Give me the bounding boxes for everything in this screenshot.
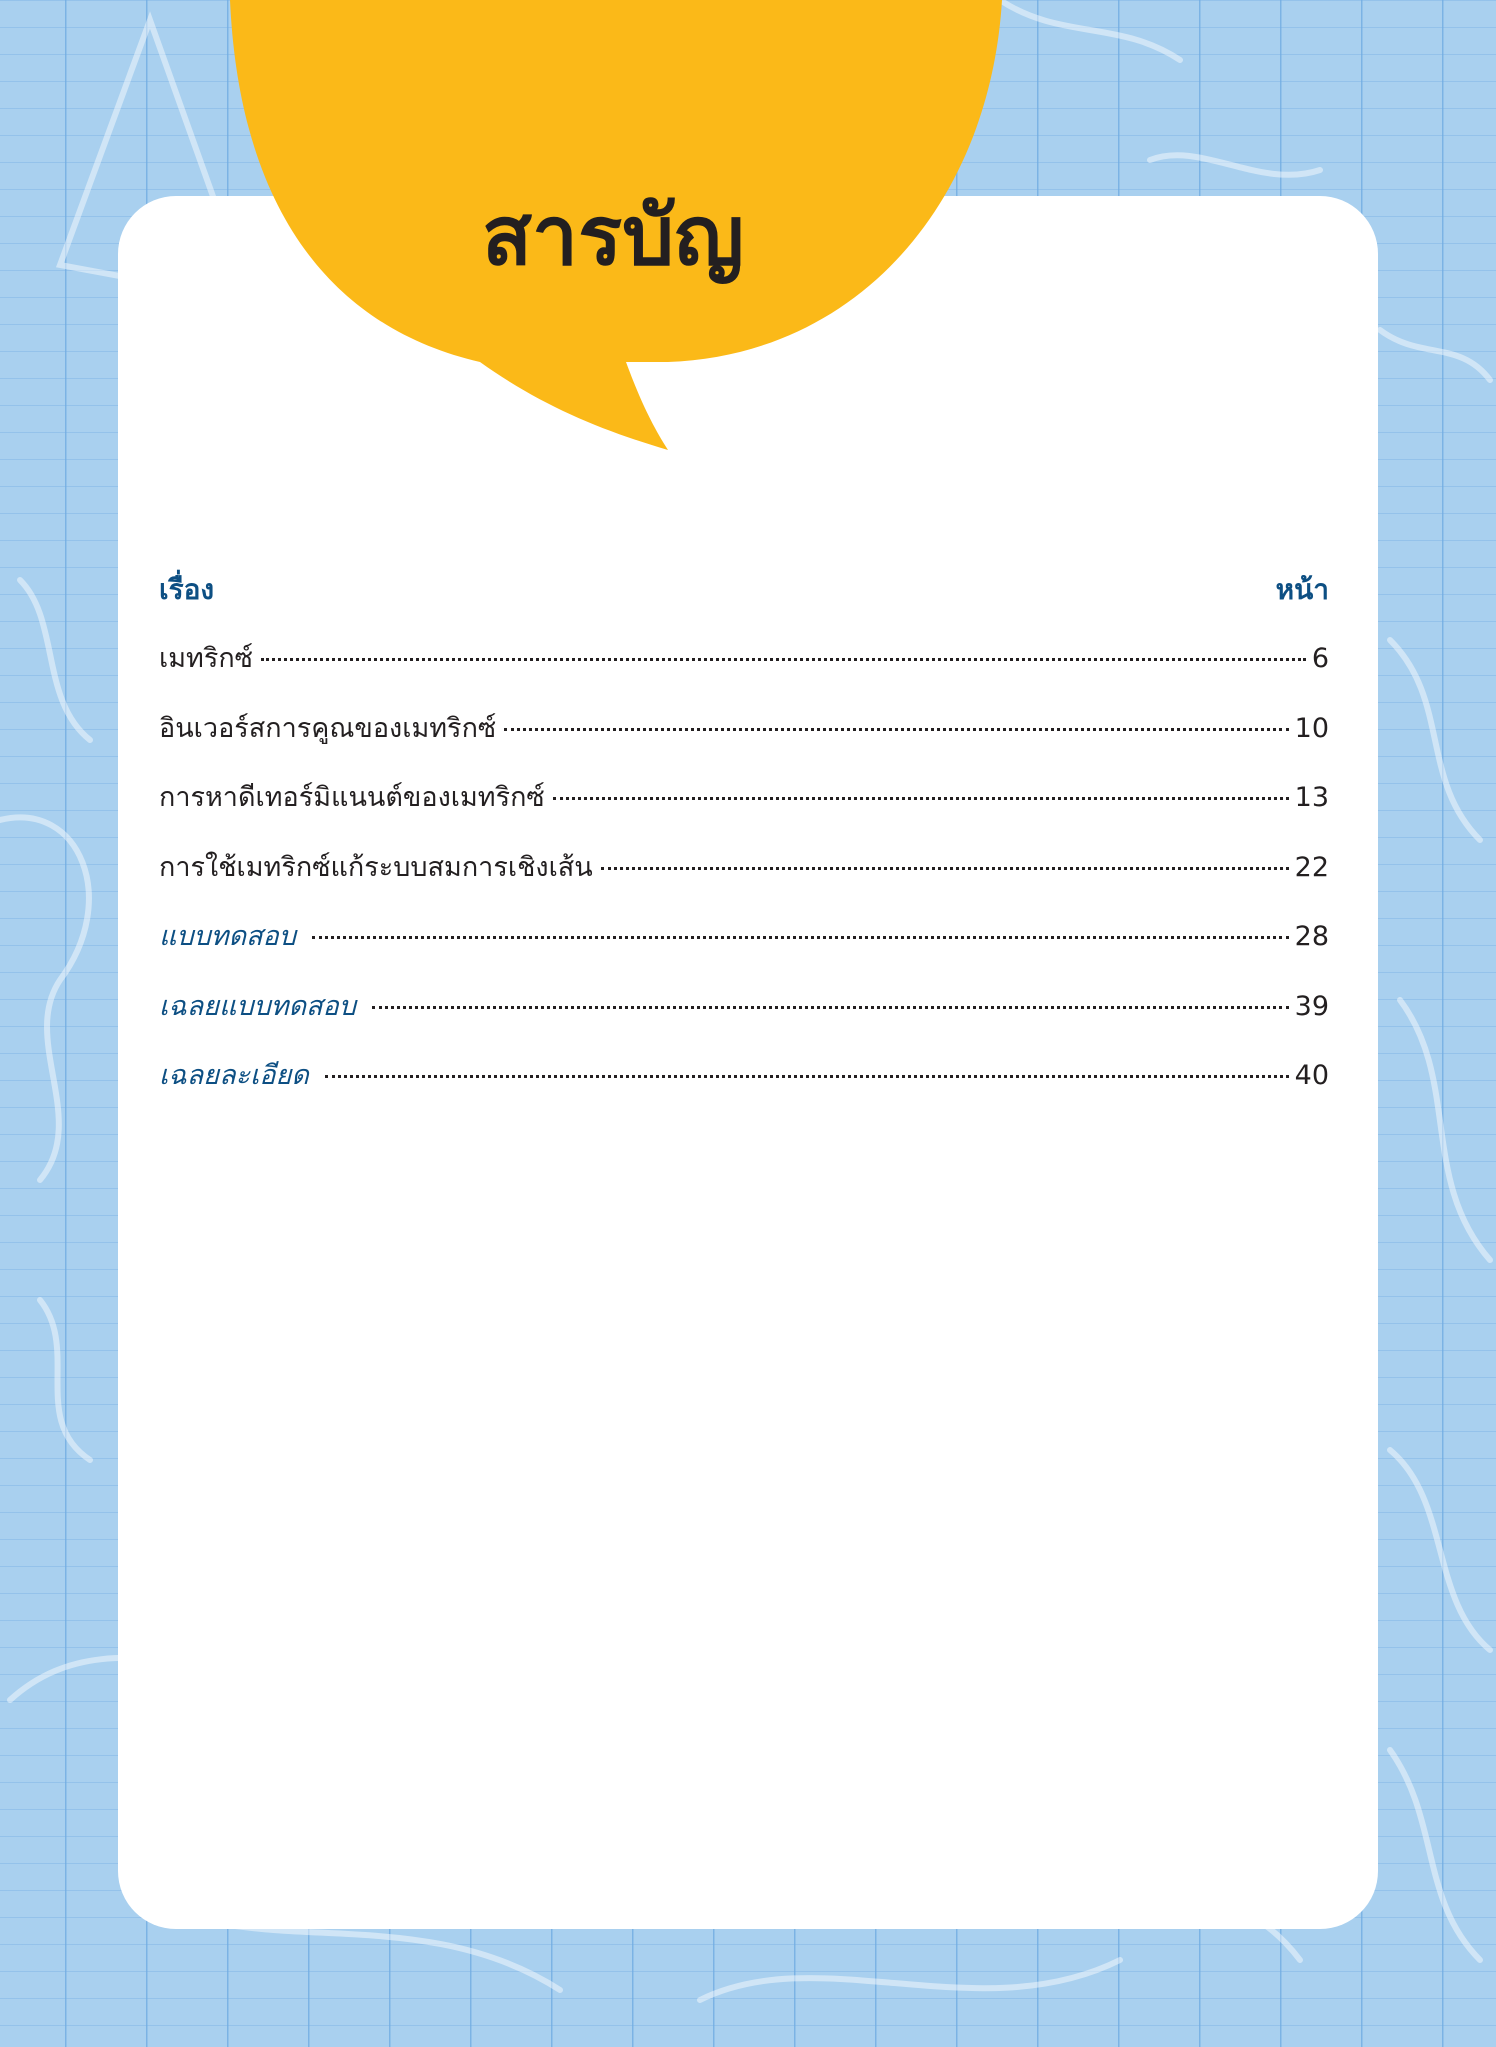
toc-entry-title: การใช้เมทริกซ์แก้ระบบสมการเชิงเส้น: [159, 851, 593, 883]
toc-entry-page: 10: [1294, 712, 1329, 744]
toc-entry[interactable]: [159, 775, 1329, 845]
toc-header: [159, 566, 1329, 614]
dot-leader: [325, 1075, 1289, 1078]
toc-entry-title: อินเวอร์สการคูณของเมทริกซ์: [159, 712, 497, 744]
toc-entry-title: การหาดีเทอร์มิแนนต์ของเมทริกซ์: [159, 782, 545, 813]
toc-entry-page: 13: [1294, 782, 1329, 813]
dot-leader: [504, 728, 1288, 731]
dot-leader: [553, 797, 1289, 800]
dot-leader: [601, 867, 1289, 870]
toc-entry[interactable]: [159, 845, 1329, 915]
toc-entry-title: แบบทดสอบ: [159, 921, 296, 952]
toc-entry-page: 28: [1294, 921, 1329, 952]
toc-entry-title: เฉลยแบบทดสอบ: [159, 990, 356, 1022]
toc-entry[interactable]: [159, 636, 1329, 706]
toc-entry-page: 22: [1294, 851, 1329, 883]
page-column-header: หน้า: [1275, 573, 1329, 606]
toc-entry-page: 40: [1294, 1060, 1329, 1091]
toc-entry[interactable]: [159, 706, 1329, 776]
toc-entry-test[interactable]: [159, 914, 1329, 984]
dot-leader: [261, 658, 1306, 661]
toc-entry-page: 39: [1294, 990, 1329, 1022]
page-title: สารบัญ: [481, 189, 745, 284]
toc-entry-title: เฉลยละเอียด: [159, 1060, 309, 1091]
dot-leader: [312, 936, 1289, 939]
topic-column-header: เรื่อง: [159, 573, 215, 606]
toc-entry-title: เมทริกซ์: [159, 643, 253, 674]
toc-list: [159, 636, 1329, 1123]
toc-entry-page: 6: [1311, 643, 1329, 674]
dot-leader: [372, 1006, 1289, 1009]
toc-entry-answers[interactable]: [159, 984, 1329, 1054]
toc-entry-solutions[interactable]: [159, 1053, 1329, 1123]
